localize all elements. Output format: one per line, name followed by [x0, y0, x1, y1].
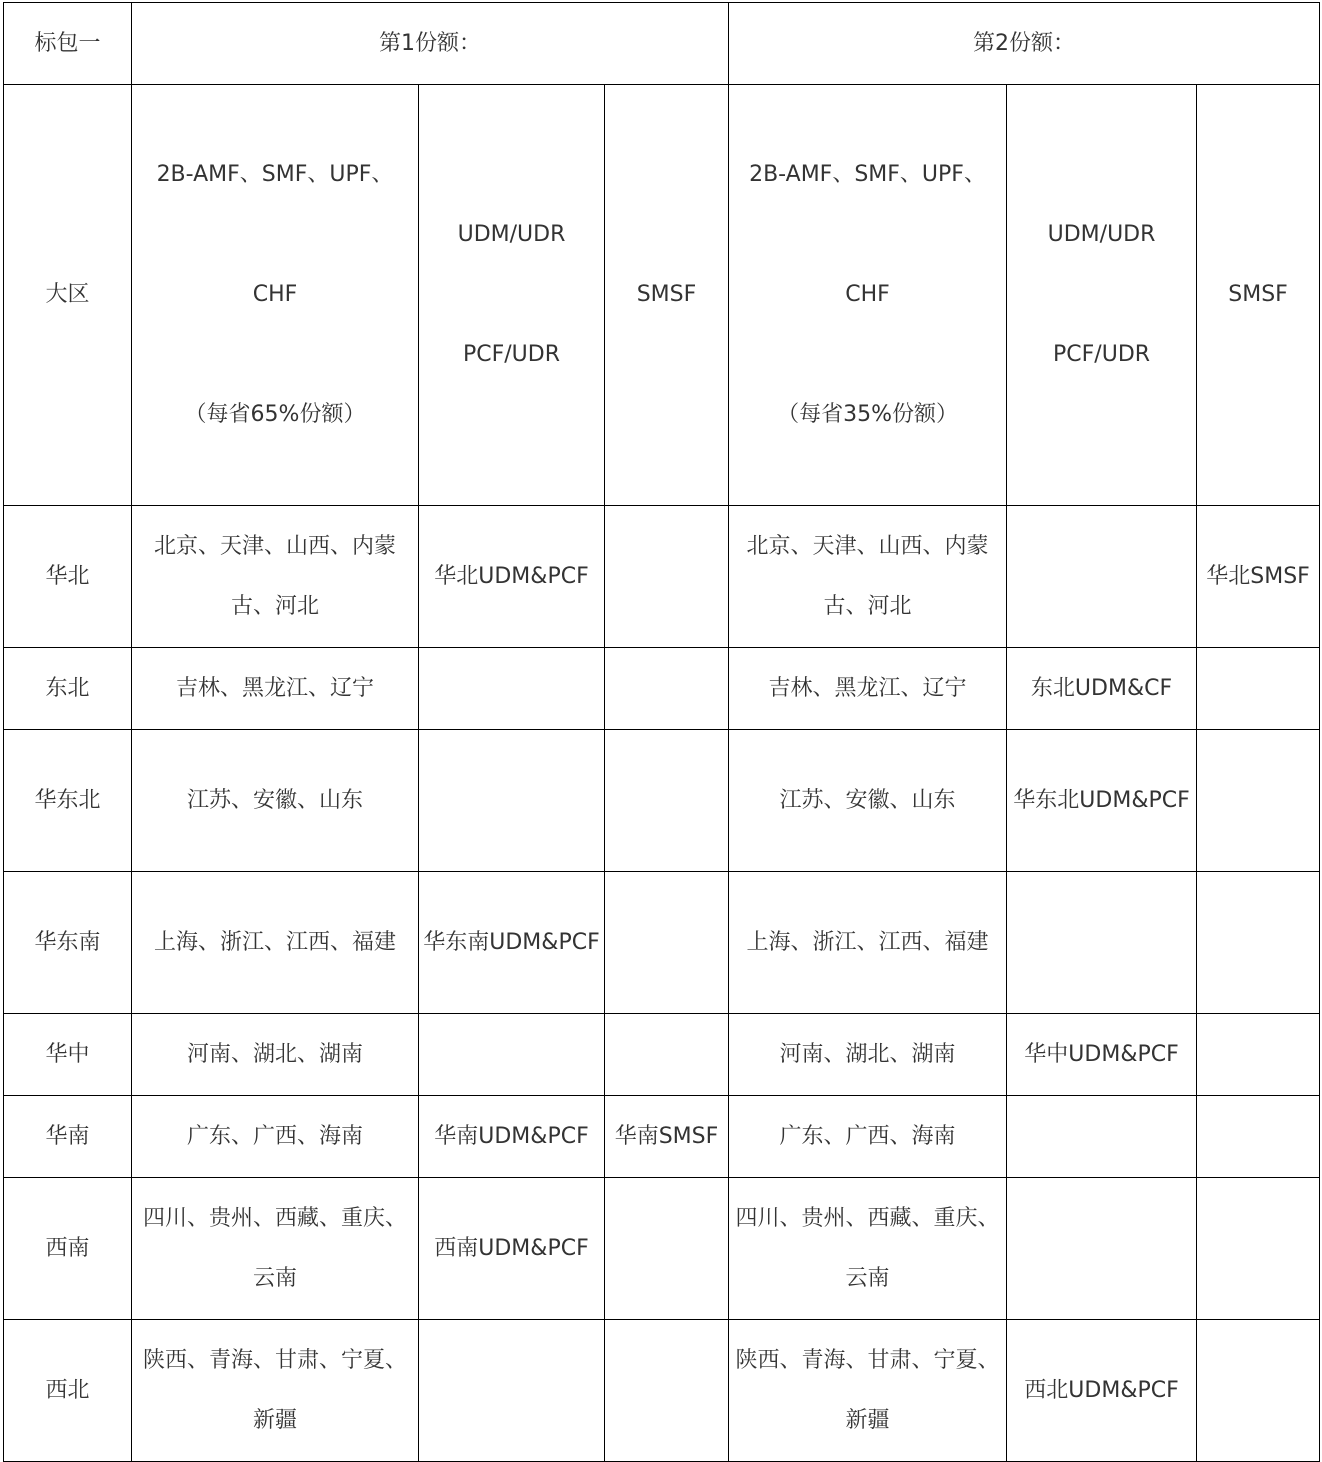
q2-udm-cell: [1007, 1096, 1197, 1178]
q1-smsf-cell: [605, 1178, 729, 1320]
q1-smsf-cell: [605, 730, 729, 872]
q1-core-note: （每省65%份额）: [184, 402, 366, 427]
q1-udm-cell: [419, 1014, 605, 1096]
q2-smsf-cell: [1197, 730, 1320, 872]
q2-udm-cell: 东北UDM&CF: [1007, 648, 1197, 730]
q2-udm-line1: UDM/UDR: [1047, 222, 1156, 247]
q2-smsf-header-cell: SMSF: [1197, 85, 1320, 506]
q1-udm-cell: [419, 1320, 605, 1462]
quota1-header-cell: 第1份额：: [132, 3, 729, 85]
region-cell: 华中: [4, 1014, 132, 1096]
q1-udm-line1: UDM/UDR: [457, 222, 566, 247]
table-row: [4, 1014, 1320, 1096]
header-row: [4, 3, 1320, 85]
q1-provinces-cell: 四川、贵州、西藏、重庆、云南: [132, 1178, 419, 1320]
region-cell: 华东北: [4, 730, 132, 872]
q2-provinces-cell: 上海、浙江、江西、福建: [729, 872, 1007, 1014]
q2-udm-cell: 西北UDM&PCF: [1007, 1320, 1197, 1462]
q2-provinces-cell: 四川、贵州、西藏、重庆、云南: [729, 1178, 1007, 1320]
q2-udm-cell: 华东北UDM&PCF: [1007, 730, 1197, 872]
q1-core-line2: CHF: [252, 282, 298, 307]
table-row: [4, 506, 1320, 648]
q2-smsf-cell: [1197, 1320, 1320, 1462]
q2-udm-header-cell: [1007, 85, 1197, 506]
q1-smsf-cell: [605, 1014, 729, 1096]
table-row: [4, 730, 1320, 872]
region-cell: 西南: [4, 1178, 132, 1320]
q1-provinces-cell: 河南、湖北、湖南: [132, 1014, 419, 1096]
q2-udm-cell: [1007, 1178, 1197, 1320]
region-header-cell: 大区: [4, 85, 132, 506]
q2-core-note: （每省35%份额）: [777, 402, 958, 427]
q1-provinces-cell: 陕西、青海、甘肃、宁夏、新疆: [132, 1320, 419, 1462]
q1-smsf-cell: [605, 506, 729, 648]
q2-core-line1: 2B-AMF、SMF、UPF、: [749, 162, 986, 187]
quota2-header-cell: 第2份额：: [729, 3, 1320, 85]
q1-provinces-cell: 吉林、黑龙江、辽宁: [132, 648, 419, 730]
q1-udm-cell: 华南UDM&PCF: [419, 1096, 605, 1178]
q2-udm-cell: [1007, 872, 1197, 1014]
q2-provinces-cell: 吉林、黑龙江、辽宁: [729, 648, 1007, 730]
q1-udm-cell: 华北UDM&PCF: [419, 506, 605, 648]
q2-core-header-cell: [729, 85, 1007, 506]
q1-udm-cell: [419, 730, 605, 872]
q1-smsf-cell: 华南SMSF: [605, 1096, 729, 1178]
q2-provinces-cell: 北京、天津、山西、内蒙古、河北: [729, 506, 1007, 648]
q1-smsf-cell: [605, 872, 729, 1014]
q2-smsf-cell: 华北SMSF: [1197, 506, 1320, 648]
subheader-row: [4, 85, 1320, 506]
region-cell: 华东南: [4, 872, 132, 1014]
q2-core-line2: CHF: [845, 282, 890, 307]
q1-core-header-cell: [132, 85, 419, 506]
table-row: [4, 872, 1320, 1014]
q1-provinces-cell: 上海、浙江、江西、福建: [132, 872, 419, 1014]
q2-smsf-cell: [1197, 872, 1320, 1014]
table-row: [4, 1178, 1320, 1320]
table-row: [4, 1320, 1320, 1462]
q2-udm-line2: PCF/UDR: [1053, 342, 1151, 367]
region-cell: 东北: [4, 648, 132, 730]
q2-smsf-cell: [1197, 1014, 1320, 1096]
q2-smsf-cell: [1197, 1178, 1320, 1320]
q2-provinces-cell: 广东、广西、海南: [729, 1096, 1007, 1178]
q1-smsf-cell: [605, 1320, 729, 1462]
q2-provinces-cell: 陕西、青海、甘肃、宁夏、新疆: [729, 1320, 1007, 1462]
q2-smsf-cell: [1197, 648, 1320, 730]
q1-core-line1: 2B-AMF、SMF、UPF、: [156, 162, 394, 187]
quota-allocation-table: [3, 2, 1320, 1462]
q1-provinces-cell: 北京、天津、山西、内蒙古、河北: [132, 506, 419, 648]
q1-udm-header-cell: [419, 85, 605, 506]
q1-udm-cell: 西南UDM&PCF: [419, 1178, 605, 1320]
q1-udm-line2: PCF/UDR: [462, 342, 561, 367]
region-cell: 华南: [4, 1096, 132, 1178]
table-row: [4, 648, 1320, 730]
q1-smsf-cell: [605, 648, 729, 730]
q1-provinces-cell: 江苏、安徽、山东: [132, 730, 419, 872]
region-cell: 西北: [4, 1320, 132, 1462]
package-label-cell: 标包一: [4, 3, 132, 85]
table-row: [4, 1096, 1320, 1178]
q2-udm-cell: [1007, 506, 1197, 648]
q1-udm-cell: [419, 648, 605, 730]
q2-smsf-cell: [1197, 1096, 1320, 1178]
q2-provinces-cell: 河南、湖北、湖南: [729, 1014, 1007, 1096]
region-cell: 华北: [4, 506, 132, 648]
q2-provinces-cell: 江苏、安徽、山东: [729, 730, 1007, 872]
q1-provinces-cell: 广东、广西、海南: [132, 1096, 419, 1178]
q1-smsf-header-cell: SMSF: [605, 85, 729, 506]
q2-udm-cell: 华中UDM&PCF: [1007, 1014, 1197, 1096]
q1-udm-cell: 华东南UDM&PCF: [419, 872, 605, 1014]
